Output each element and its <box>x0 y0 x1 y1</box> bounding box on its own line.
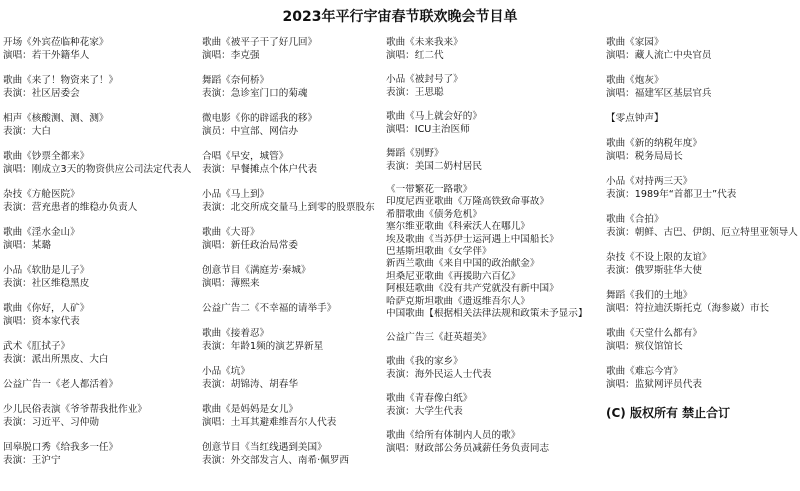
program-performer: 演唱：资本家代表 <box>3 316 80 327</box>
program-entry <box>202 365 384 391</box>
program-performer: 演唱：福建军区基层官兵 <box>606 88 712 99</box>
program-performer: 表演：胡锦涛、胡春华 <box>202 379 298 390</box>
program-performer: 演唱：符拉迪沃斯托克（海参崴）市长 <box>606 303 770 314</box>
program-performer: 表演：大白 <box>3 126 51 137</box>
program-performer: 表演：早餐摊点个体户代表 <box>202 164 318 175</box>
program-entry <box>3 340 199 366</box>
program-name: 小品《坑》 <box>202 366 250 377</box>
program-name: 相声《核酸测、测、测》 <box>3 113 109 124</box>
program-entry <box>202 327 384 353</box>
program-entry <box>202 188 384 214</box>
program-entry <box>386 73 604 99</box>
medley-item: 希腊歌曲《债务危机》 <box>386 208 482 220</box>
program-performer: 表演：王思聪 <box>386 87 444 98</box>
program-entry <box>386 147 604 173</box>
program-entry <box>202 112 384 138</box>
program-name: 开场《外宾莅临种花家》 <box>3 37 109 48</box>
program-name: 公益广告三《赶英超美》 <box>386 332 492 344</box>
program-entry <box>386 110 604 136</box>
program-performer: 演员：中宣部、网信办 <box>202 126 298 137</box>
copyright-notice: (C) 版权所有 禁止合订 <box>606 406 731 420</box>
program-name: 小品《被封号了》 <box>386 74 463 85</box>
program-performer: 演唱：薄熙来 <box>202 278 260 289</box>
program-performer: 演唱：红二代 <box>386 50 444 61</box>
program-performer: 演唱：刚成立3天的物资供应公司法定代表人 <box>3 164 192 175</box>
program-performer: 演唱：李克强 <box>202 50 260 61</box>
program-name: 歌曲《淫水金山》 <box>3 227 80 238</box>
program-performer: 演唱：新任政治局常委 <box>202 240 298 251</box>
program-performer: 表演：北交所成交量马上到零的股票股东 <box>202 202 375 213</box>
program-entry <box>606 213 800 239</box>
program-performer: 演唱：殡仪馆馆长 <box>606 341 683 352</box>
program-column-4 <box>606 36 800 421</box>
medley-item: 巴基斯坦歌曲《女学伴》 <box>386 246 492 258</box>
program-name: 歌曲《未来我来》 <box>386 37 463 48</box>
program-name: 小品《对持两三天》 <box>606 176 693 187</box>
program-entry <box>3 188 199 214</box>
program-name: 舞蹈《我们的土地》 <box>606 290 693 301</box>
program-name: 歌曲《青春像白纸》 <box>386 393 473 405</box>
program-entry <box>202 150 384 176</box>
program-entry <box>3 226 199 252</box>
program-name: 舞蹈《别野》 <box>386 148 444 159</box>
program-name: 歌曲《天堂什么都有》 <box>606 328 702 339</box>
program-performer: 表演：习近平、习仲勋 <box>3 417 99 428</box>
program-performer: 表演：急诊室门口的菊魂 <box>202 88 308 99</box>
program-name: 创意节目《满庭芳·秦城》 <box>202 265 311 276</box>
program-entry <box>3 403 199 429</box>
song-medley-group <box>386 184 604 320</box>
program-name: 歌曲《家园》 <box>606 37 664 48</box>
program-performer: 表演：王沪宁 <box>3 455 61 466</box>
program-entry <box>3 36 199 62</box>
program-name: 歌曲《新的纳税年度》 <box>606 138 702 149</box>
program-performer: 表演：营充患者的维稳办负责人 <box>3 202 138 213</box>
program-entry <box>606 36 800 62</box>
program-entry <box>3 150 199 176</box>
medley-item: 塞尔维亚歌曲《科索沃人在哪儿》 <box>386 221 530 233</box>
program-performer: 表演：大学生代表 <box>386 406 463 418</box>
program-name: 歌曲《你好，人矿》 <box>3 303 90 314</box>
medley-item: 印度尼西亚歌曲《万隆高铁致命事故》 <box>386 196 550 208</box>
program-entry <box>3 74 199 100</box>
program-column-1 <box>3 36 199 479</box>
program-entry <box>606 365 800 391</box>
program-entry <box>606 289 800 315</box>
program-entry <box>202 441 384 467</box>
program-name: 小品《软肋是儿子》 <box>3 265 90 276</box>
program-entry <box>386 355 604 381</box>
program-entry <box>3 378 199 391</box>
medley-item: 中国歌曲【根据相关法律法规和政策未予显示】 <box>386 308 588 320</box>
medley-item: 阿根廷歌曲《没有共产党就没有新中国》 <box>386 283 559 295</box>
program-name: 歌曲《我的家乡》 <box>386 356 463 368</box>
program-name: 歌曲《是妈妈是女儿》 <box>202 404 298 415</box>
program-entry <box>386 36 604 62</box>
program-entry <box>606 175 800 201</box>
program-performer: 表演：派出所黑皮、大白 <box>3 354 109 365</box>
program-performer: 表演：社区居委会 <box>3 88 80 99</box>
program-name: 合唱《早安，城管》 <box>202 151 289 162</box>
program-entry <box>202 36 384 62</box>
program-name: 微电影《你的辟谣我的移》 <box>202 113 318 124</box>
program-entry <box>386 331 604 344</box>
program-name: 舞蹈《奈何桥》 <box>202 75 270 86</box>
program-name: 公益广告一《老人都活着》 <box>3 379 119 390</box>
program-performer: 表演：社区维稳黑皮 <box>3 278 90 289</box>
program-entry <box>3 441 199 467</box>
program-entry <box>3 302 199 328</box>
program-name: 歌曲《接着忍》 <box>202 328 270 339</box>
program-performer: 表演：俄罗斯驻华大使 <box>606 265 702 276</box>
medley-item: 新西兰歌曲《来自中国的政治献金》 <box>386 258 540 270</box>
program-name: 小品《马上到》 <box>202 189 270 200</box>
medley-title: 《一带繁花一路歌》 <box>386 184 473 195</box>
program-name: 歌曲《钞票全都来》 <box>3 151 90 162</box>
program-entry <box>3 112 199 138</box>
program-performer: 表演：美国二奶村居民 <box>386 161 482 172</box>
program-performer: 表演：海外民运人士代表 <box>386 369 492 381</box>
program-entry <box>606 327 800 353</box>
medley-item: 坦桑尼亚歌曲《再援助六百亿》 <box>386 270 521 282</box>
program-entry <box>202 302 384 315</box>
program-name: 歌曲《合拍》 <box>606 214 664 225</box>
program-name: 歌曲《马上就会好的》 <box>386 111 482 122</box>
program-name: 歌曲《被平子干了好几回》 <box>202 37 318 48</box>
program-name: 少儿民俗表演《爷爷帮我批作业》 <box>3 404 147 415</box>
medley-item: 哈萨克斯坦歌曲《遗返维吾尔人》 <box>386 295 530 307</box>
page-title: 2023年平行宇宙春节联欢晚会节目单 <box>282 9 518 25</box>
program-entry <box>202 226 384 252</box>
program-name: 杂技《不设上限的友谊》 <box>606 252 712 263</box>
program-entry <box>606 137 800 163</box>
program-performer: 演唱：财政部公务员减薪任务负责同志 <box>386 443 550 455</box>
program-performer: 表演：年龄1频的演艺界新星 <box>202 341 324 352</box>
program-entry <box>3 264 199 290</box>
program-name: 回皋脱口秀《给我多一任》 <box>3 442 119 453</box>
program-name: 创意节目《当红线遇到美国》 <box>202 442 327 453</box>
program-entry <box>386 392 604 418</box>
program-name: 歌曲《给所有体制内人员的歌》 <box>386 430 521 442</box>
program-performer: 演唱：监狱网评员代表 <box>606 379 702 390</box>
program-performer: 表演：朝鲜、古巴、伊朗、厄立特里亚领导人 <box>606 227 798 238</box>
program-name: 歌曲《大哥》 <box>202 227 260 238</box>
program-column-3 <box>386 36 604 466</box>
program-performer: 演唱：税务局局长 <box>606 151 683 162</box>
program-entry <box>606 74 800 100</box>
program-performer: 演唱：某璐 <box>3 240 51 251</box>
program-name: 武术《肛拭子》 <box>3 341 71 352</box>
program-name: 公益广告二《不幸福的请举手》 <box>202 303 337 314</box>
program-name: 杂技《方舱医院》 <box>3 189 80 200</box>
program-entry <box>202 403 384 429</box>
program-entry <box>202 264 384 290</box>
program-entry <box>386 429 604 455</box>
program-performer: 表演：外交部发言人、南希·佩罗西 <box>202 455 349 466</box>
program-entry <box>202 74 384 100</box>
program-entry <box>606 251 800 277</box>
program-performer: 演唱：ICU主治医师 <box>386 124 470 135</box>
program-name: 歌曲《难忘今宵》 <box>606 366 683 377</box>
program-column-2 <box>202 36 384 479</box>
medley-item: 埃及歌曲《当苏伊士运河遇上中国船长》 <box>386 233 559 245</box>
program-performer: 表演：1989年“首都卫士”代表 <box>606 189 737 200</box>
midnight-bell-section: 【零点钟声】 <box>606 113 664 124</box>
program-performer: 演唱：土耳其避难维吾尔人代表 <box>202 417 337 428</box>
program-performer: 演唱：藏人流亡中央官员 <box>606 50 712 61</box>
program-name: 歌曲《炮灰》 <box>606 75 664 86</box>
program-performer: 演唱：若干外籍华人 <box>3 50 90 61</box>
program-name: 歌曲《来了！物资来了！》 <box>3 75 119 86</box>
